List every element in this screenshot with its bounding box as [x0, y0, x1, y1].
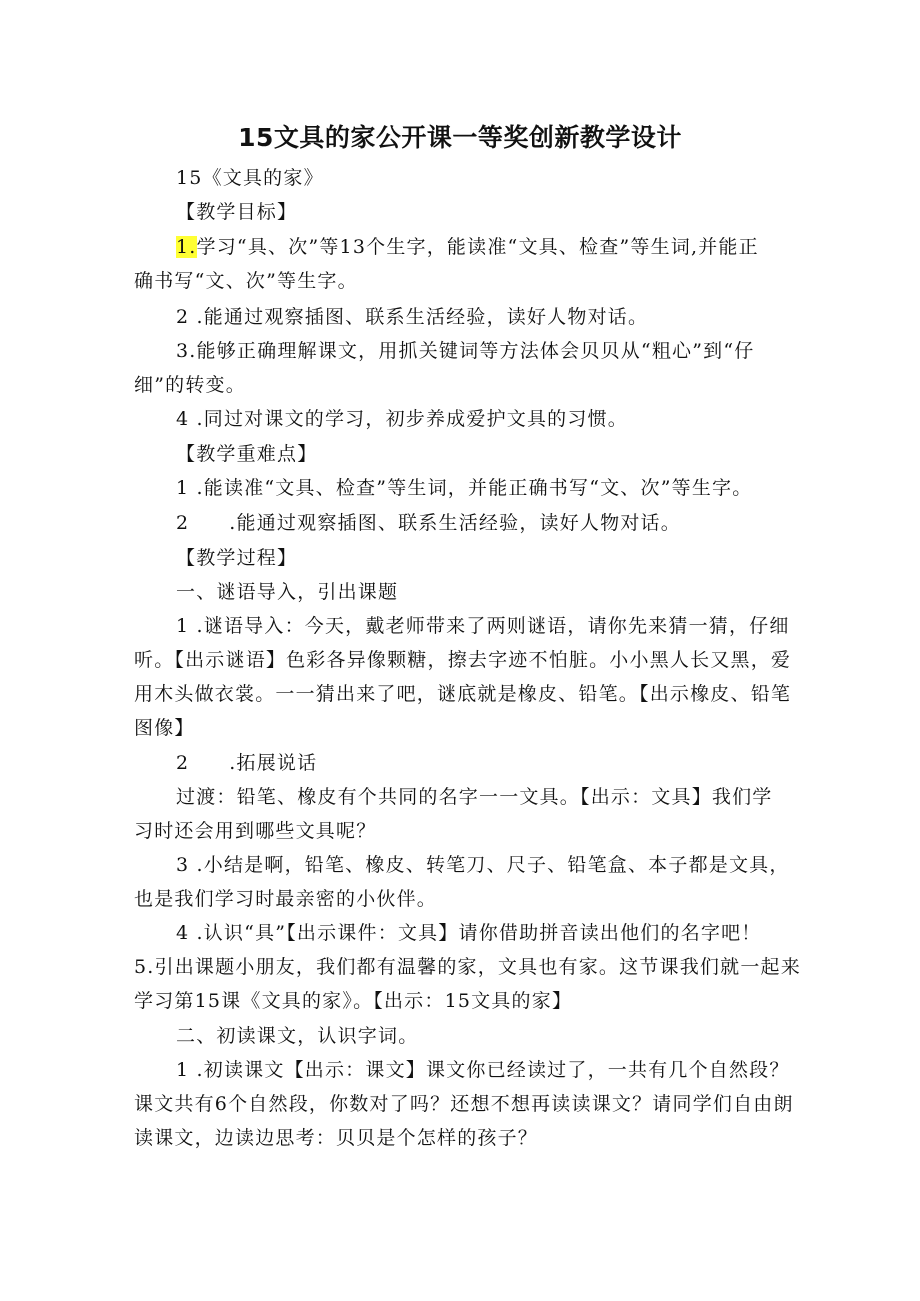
step-4: 4 .认识“具”【出示课件：文具】请你借助拼音读出他们的名字吧！ — [176, 922, 762, 944]
step-1-line-2: 听。【出示谜语】色彩各异像颗糖，擦去字迹不怕脏。小小黑人长又黑，爱 — [134, 649, 792, 671]
goal-3-line-2: 细”的转变。 — [134, 374, 246, 396]
section-heading-process: 【教学过程】 — [176, 547, 298, 569]
step-2-number: 2 — [176, 752, 190, 774]
part-2-heading: 二、初读课文，认识字词。 — [176, 1025, 419, 1047]
transition-line-1: 过渡：铅笔、橡皮有个共同的名字一一文具。【出示：文具】我们学 — [176, 786, 773, 808]
key-point-2-text: .能通过观察插图、联系生活经验，读好人物对话。 — [229, 512, 681, 534]
reading-step-line-1: 1 .初读课文【出示：课文】课文你已经读过了，一共有几个自然段？ — [176, 1059, 790, 1081]
goal-3-line-1: 3.能够正确理解课文，用抓关键词等方法体会贝贝从“粗心”到“仔 — [176, 340, 755, 362]
part-1-heading: 一、谜语导入，引出课题 — [176, 581, 399, 603]
step-2-text: .拓展说话 — [229, 752, 318, 774]
step-5-line-2: 学习第15课《文具的家》。【出示：15文具的家】 — [134, 990, 573, 1012]
step-3-line-2: 也是我们学习时最亲密的小伙伴。 — [134, 888, 438, 910]
goal-1-line-2: 确书写“文、次”等生字。 — [134, 270, 358, 292]
step-5-line-1: 5.引出课题小朋友，我们都有温馨的家，文具也有家。这节课我们就一起来 — [134, 956, 801, 978]
key-point-1: 1 .能读准“文具、检查”等生词，并能正确书写“文、次”等生字。 — [176, 477, 753, 499]
reading-step-line-2: 课文共有6个自然段，你数对了吗？还想不想再读读课文？请同学们自由朗 — [134, 1093, 794, 1115]
goal-2: 2 .能通过观察插图、联系生活经验，读好人物对话。 — [176, 306, 649, 328]
highlighted-number: 1. — [176, 236, 197, 258]
goal-1-text: 学习“具、次”等13个生字，能读准“文具、检查”等生词,并能正 — [196, 236, 759, 258]
step-3-line-1: 3 .小结是啊，铅笔、橡皮、转笔刀、尺子、铅笔盒、本子都是文具， — [176, 854, 790, 876]
doc-title: 15文具的家公开课一等奖创新教学设计 — [238, 123, 682, 152]
step-1-line-1: 1 .谜语导入：今天，戴老师带来了两则谜语，请你先来猜一猜，仔细 — [176, 615, 790, 637]
key-point-2 — [176, 510, 681, 536]
goal-1-line-1 — [176, 234, 759, 260]
reading-step-line-3: 读课文，边读边思考：贝贝是个怎样的孩子？ — [134, 1127, 539, 1149]
goal-4: 4 .同过对课文的学习，初步养成爱护文具的习惯。 — [176, 408, 628, 430]
key-point-2-number: 2 — [176, 512, 190, 534]
lesson-title: 15《文具的家》 — [176, 167, 324, 189]
section-heading-key-points: 【教学重难点】 — [176, 443, 318, 465]
step-1-line-3: 用木头做衣裳。一一猜出来了吧，谜底就是橡皮、铅笔。【出示橡皮、铅笔 — [134, 683, 792, 705]
transition-line-2: 习时还会用到哪些文具呢？ — [134, 820, 377, 842]
section-heading-goals: 【教学目标】 — [176, 201, 298, 223]
step-2 — [176, 750, 317, 776]
step-1-line-4: 图像】 — [134, 717, 195, 739]
